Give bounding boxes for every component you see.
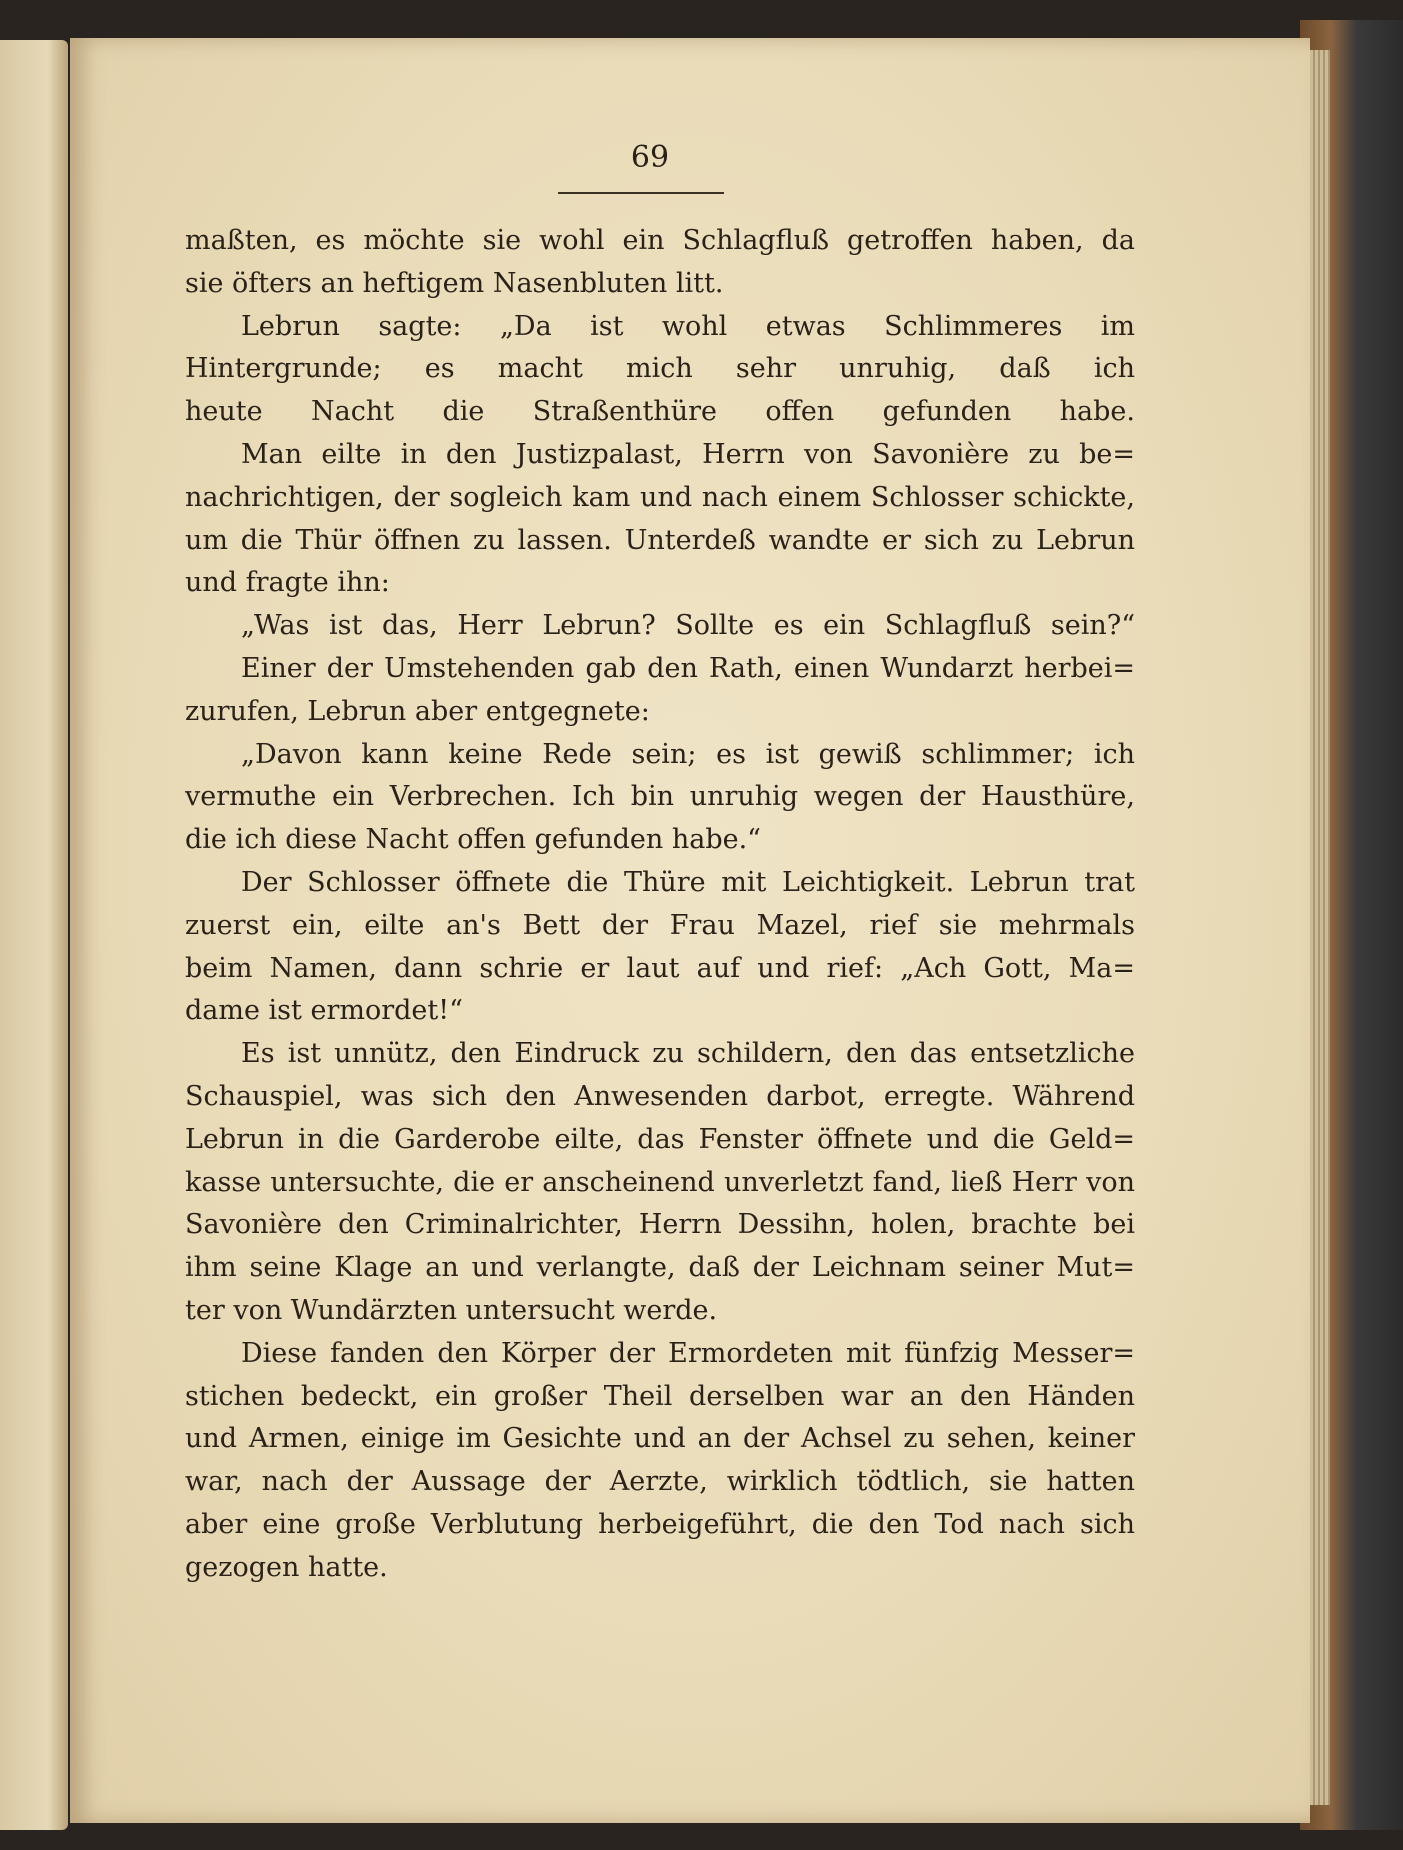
text-line: ihm seine Klage an und verlangte, daß der Leichnam seiner Mut= [185, 1252, 1135, 1284]
text-line: die ich diese Nacht offen gefunden habe.“ [185, 824, 761, 856]
text-line: Lebrun in die Garderobe eilte, das Fenster öffnete und die Geld= [185, 1123, 1135, 1155]
text-line: und Armen, einige im Gesichte und an der Achsel zu sehen, keiner [185, 1423, 1135, 1455]
text-line: und fragte ihn: [185, 567, 390, 599]
text-line: zuerst ein, eilte an's Bett der Frau Mazel, rief sie mehrmals [185, 909, 1135, 941]
text-line: heute Nacht die Straßenthüre offen gefunden habe. [185, 396, 1135, 428]
text-line: vermuthe ein Verbrechen. Ich bin unruhig wegen der Hausthüre, [185, 781, 1135, 813]
text-line: stichen bedeckt, ein großer Theil derselben war an den Händen [185, 1380, 1135, 1412]
text-line: gezogen hatte. [185, 1551, 388, 1583]
text-line: um die Thür öffnen zu lassen. Unterdeß wandte er sich zu Lebrun [185, 524, 1135, 556]
page-body-text [185, 220, 1135, 1590]
text-line: Man eilte in den Justizpalast, Herrn von Savonière zu be= [241, 438, 1135, 470]
text-line: Der Schlosser öffnete die Thüre mit Leichtigkeit. Lebrun trat [241, 866, 1135, 898]
text-line: ter von Wundärzten untersucht werde. [185, 1294, 718, 1326]
text-line: zurufen, Lebrun aber entgegnete: [185, 695, 650, 727]
text-line: beim Namen, dann schrie er laut auf und rief: „Ach Gott, Ma= [185, 952, 1135, 984]
text-line: aber eine große Verblutung herbeigeführt, die den Tod nach sich [185, 1508, 1135, 1540]
text-line: Savonière den Criminalrichter, Herrn Dessihn, holen, brachte bei [185, 1209, 1135, 1241]
text-line: Diese fanden den Körper der Ermordeten mit fünfzig Messer= [241, 1337, 1135, 1369]
header-rule [558, 192, 724, 194]
text-line: „Was ist das, Herr Lebrun? Sollte es ein Schlagfluß sein?“ [241, 610, 1135, 642]
text-line: Einer der Umstehenden gab den Rath, einen Wundarzt herbei= [241, 652, 1135, 684]
text-line: „Davon kann keine Rede sein; es ist gewiß schlimmer; ich [241, 738, 1135, 770]
text-line: kasse untersuchte, die er anscheinend unverletzt fand, ließ Herr von [185, 1166, 1135, 1198]
text-line: maßten, es möchte sie wohl ein Schlagfluß getroffen haben, da [185, 225, 1135, 256]
text-line: war, nach der Aussage der Aerzte, wirklich tödtlich, sie hatten [185, 1466, 1135, 1498]
text-line: sie öfters an heftigem Nasenbluten litt. [185, 267, 724, 299]
page-number: 69 [630, 140, 670, 175]
text-line: Es ist unnütz, den Eindruck zu schildern, den das entsetzliche [241, 1038, 1135, 1070]
text-line: Lebrun sagte: „Da ist wohl etwas Schlimmeres im [241, 310, 1135, 342]
text-line: nachrichtigen, der sogleich kam und nach einem Schlosser schickte, [185, 481, 1135, 513]
text-line: dame ist ermordet!“ [185, 995, 463, 1027]
text-line: Schauspiel, was sich den Anwesenden darbot, erregte. Während [185, 1080, 1135, 1112]
previous-page-edge [0, 40, 68, 1830]
text-line: Hintergrunde; es macht mich sehr unruhig, daß ich [185, 353, 1135, 385]
